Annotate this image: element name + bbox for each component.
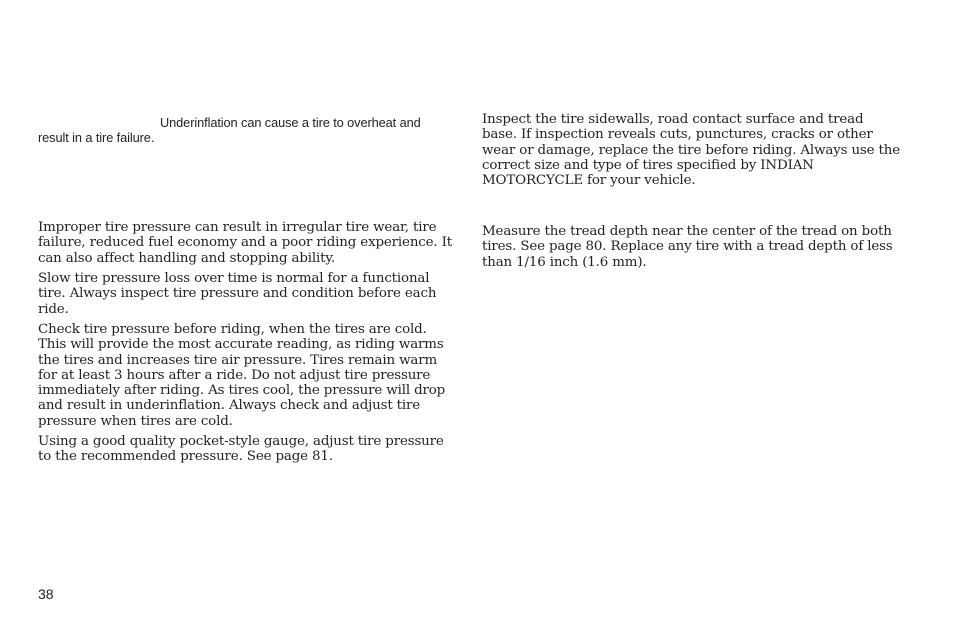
page-number: 38: [38, 586, 54, 602]
paragraph-tire-pressure-effects: Improper tire pressure can result in irregular tire wear, tire failure, reduced fuel economy and a poor riding experience. It can also affect handling and stopping ability.: [38, 220, 453, 266]
paragraph-inspect-sidewalls: Inspect the tire sidewalls, road contact surface and tread base. If inspection reveals cuts, punctures, cracks or other wear or damage, replace the tire before riding. Always use the correct size and type of tires specified by INDIAN MOTORCYCLE for your vehicle.: [482, 112, 901, 189]
warning-text: [38, 116, 454, 145]
paragraph-tread-depth: Measure the tread depth near the center of the tread on both tires. See page 80. Replace any tire with a tread depth of less than 1/16 inch (1.6 mm).: [482, 224, 893, 270]
paragraph-gauge: Using a good quality pocket-style gauge, adjust tire pressure to the recommended pressure. See page 81.: [38, 434, 444, 465]
paragraph-pressure-loss: Slow tire pressure loss over time is normal for a functional tire. Always inspect tire pressure and condition before each ride.: [38, 271, 437, 317]
paragraph-check-cold: Check tire pressure before riding, when the tires are cold. This will provide the most accurate reading, as riding warms the tires and increases tire air pressure. Tires remain warm for at least 3 hours after a ride. Do not adjust tire pressure immediately after riding. As tires cool, the pressure will drop and result in underinflation. Always check and adjust tire pressure when tires are cold.: [38, 322, 446, 429]
warning-body: Underinflation can cause a tire to overheat and result in a tire failure.: [38, 115, 421, 145]
